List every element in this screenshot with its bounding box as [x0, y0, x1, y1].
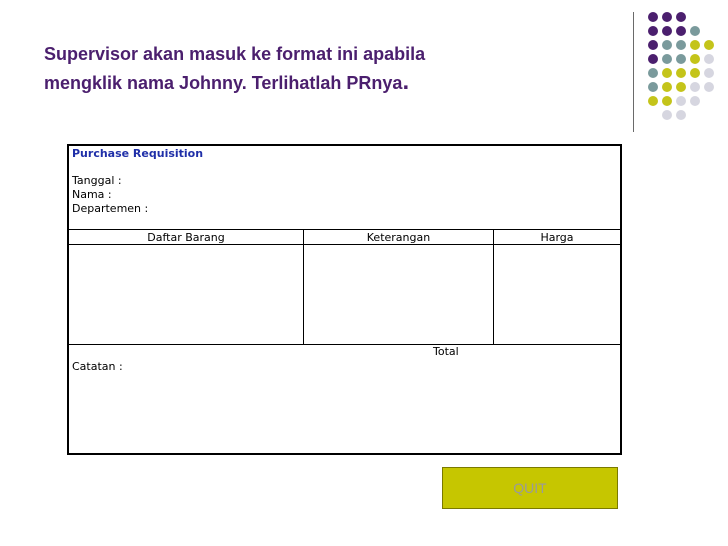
decor-dot [648, 54, 658, 64]
catatan-label: Catatan : [72, 360, 123, 373]
decor-dot [676, 68, 686, 78]
decor-dot [648, 12, 658, 22]
decor-dot [662, 68, 672, 78]
total-label: Total [433, 345, 459, 358]
decor-dot [662, 82, 672, 92]
slide-title [44, 40, 604, 97]
decor-dot [662, 12, 672, 22]
slide-title-line-2-text: mengklik nama Johnny. Terlihatlah PRnya [44, 73, 403, 93]
decor-divider-line [633, 12, 634, 132]
slide-title-line-1: Supervisor akan masuk ke format ini apabila [44, 44, 426, 64]
decor-dot [690, 26, 700, 36]
decor-dot-grid [644, 10, 724, 120]
decor-dot [648, 40, 658, 50]
decor-dot [662, 110, 672, 120]
decor-dot [648, 82, 658, 92]
decor-dot [676, 26, 686, 36]
purchase-requisition-form [67, 144, 622, 455]
form-divider [69, 229, 620, 230]
decor-dot [690, 40, 700, 50]
decor-dot [690, 96, 700, 106]
column-divider [493, 230, 494, 345]
decor-dot [690, 82, 700, 92]
tanggal-field: Tanggal : [72, 174, 122, 187]
decor-dot [704, 68, 714, 78]
decor-dot [662, 96, 672, 106]
decor-dot [690, 54, 700, 64]
decor-dot [648, 26, 658, 36]
form-title: Purchase Requisition [72, 147, 204, 160]
decor-dot [676, 54, 686, 64]
slide-title-line-2 [44, 68, 604, 97]
decor-dot [676, 82, 686, 92]
decor-dot [648, 96, 658, 106]
form-header [69, 146, 620, 230]
decor-dot [676, 12, 686, 22]
nama-field: Nama : [72, 188, 112, 201]
column-header-keterangan: Keterangan [366, 231, 431, 244]
quit-button-label: QUIT [513, 480, 547, 496]
decor-dot [662, 40, 672, 50]
departemen-field: Departemen : [72, 202, 149, 215]
items-bottom-divider [69, 344, 620, 345]
column-header-harga: Harga [540, 231, 574, 244]
decor-dot [704, 82, 714, 92]
decor-dot [676, 110, 686, 120]
decor-dot [662, 26, 672, 36]
decor-dot [676, 96, 686, 106]
decor-dot [690, 68, 700, 78]
column-header-daftar-barang: Daftar Barang [147, 231, 225, 244]
slide-title-period: . [402, 68, 410, 95]
decor-dot [662, 54, 672, 64]
decor-dot [704, 54, 714, 64]
decor-dot [676, 40, 686, 50]
quit-button[interactable] [442, 467, 618, 509]
column-divider [303, 230, 304, 345]
decor-dot [648, 68, 658, 78]
decor-dot [704, 40, 714, 50]
